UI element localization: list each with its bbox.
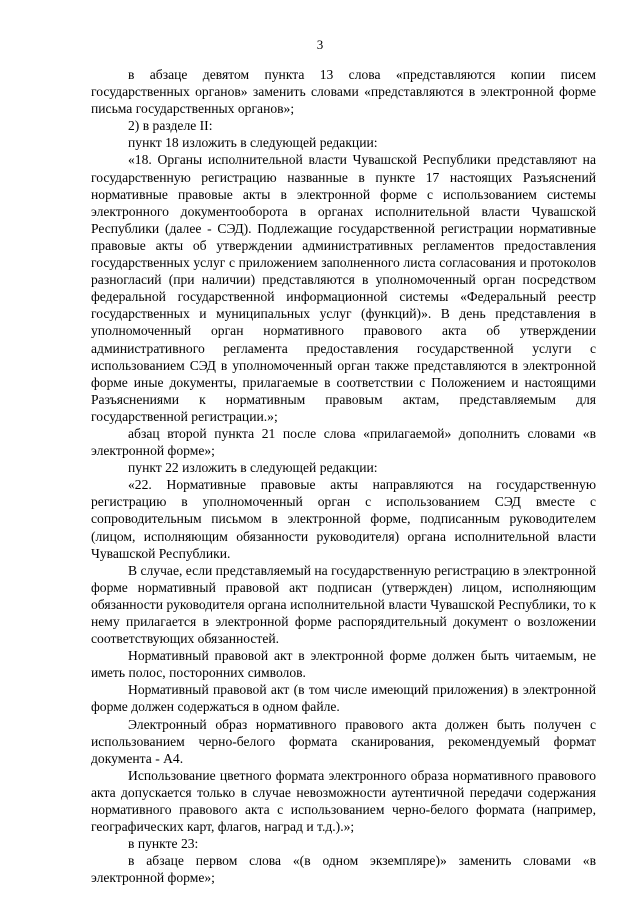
page-number: 3 <box>316 37 324 52</box>
paragraph: пункт 18 изложить в следующей редакции: <box>128 135 378 151</box>
paragraph: 2) в разделе II: <box>128 118 213 134</box>
paragraph: абзац второй пункта 21 после слова «прилагаемой» дополнить словами «в электронной форме»; <box>91 425 596 459</box>
paragraph: в абзаце первом слова «(в одном экземпляре)» заменить словами «в электронной форме»; <box>91 853 596 886</box>
paragraph: Электронный образ нормативного правового акта должен быть получен с использованием черно-белого формата сканирования, рекомендуемый формат документа - А4. <box>91 716 596 766</box>
paragraph: в абзаце девятом пункта 13 слова «представляются копии писем государственных органов» заменить словами «представляются в электронной форме письма государственных органов»; <box>91 67 596 117</box>
paragraph: Нормативный правовой акт (в том числе имеющий приложения) в электронной форме должен содержаться в одном файле. <box>91 682 596 715</box>
paragraph: Нормативный правовой акт в электронной форме должен быть читаемым, не иметь полос, посторонних символов. <box>91 648 596 681</box>
document-body <box>91 66 596 887</box>
paragraph: Использование цветного формата электронного образа нормативного правового акта допускается только в случае невозможности аутентичной передачи содержания нормативного правового акта с использованием черно-белого формата (например, географических карт, флагов, наград и т.д.).»; <box>91 767 596 835</box>
paragraph: «18. Органы исполнительной власти Чувашской Республики представляют на государственную регистрацию названные в пункте 17 настоящих Разъяснений нормативные правовые акты в электронной форме с использованием системы электронного документооборота в органах исполнительной власти Чувашской Республики (далее - СЭД). Подлежащие государственной регистрации нормативные правовые акты об утверждении административных регламентов предоставления государственных услуг с приложением заполненного листа согласования и протоколов разногласий (при наличии) представляются в уполномоченный орган посредством федеральной государственной информационной системы «Федеральный реестр государственных и муниципальных услуг (функций)». В день представления в уполномоченный орган нормативного правового акта об утверждении административного регламента предоставления государственной услуги с использованием СЭД в уполномоченный орган также представляются в электронной форме иные документы, прилагаемые в соответствии с Положением и настоящими Разъяснениями к нормативным правовым актам, представляемым для государственной регистрации.»; <box>91 152 596 424</box>
paragraph: в пункте 23: <box>128 836 199 852</box>
paragraph: пункт 22 изложить в следующей редакции: <box>128 460 378 476</box>
paragraph: «22. Нормативные правовые акты направляются на государственную регистрацию в уполномоченный орган с использованием СЭД вместе с сопроводительным письмом в электронной форме, подписанным руководителем (лицом, исполняющим обязанности руководителя) органа исполнительной власти Чувашской Республики. <box>91 477 596 561</box>
paragraph: В случае, если представляемый на государственную регистрацию в электронной форме нормативный правовой акт подписан (утвержден) лицом, исполняющим обязанности руководителя органа исполнительной власти Чувашской Республики, то к нему прилагается в электронной форме распорядительный документ о возложении соответствующих обязанностей. <box>91 562 596 647</box>
